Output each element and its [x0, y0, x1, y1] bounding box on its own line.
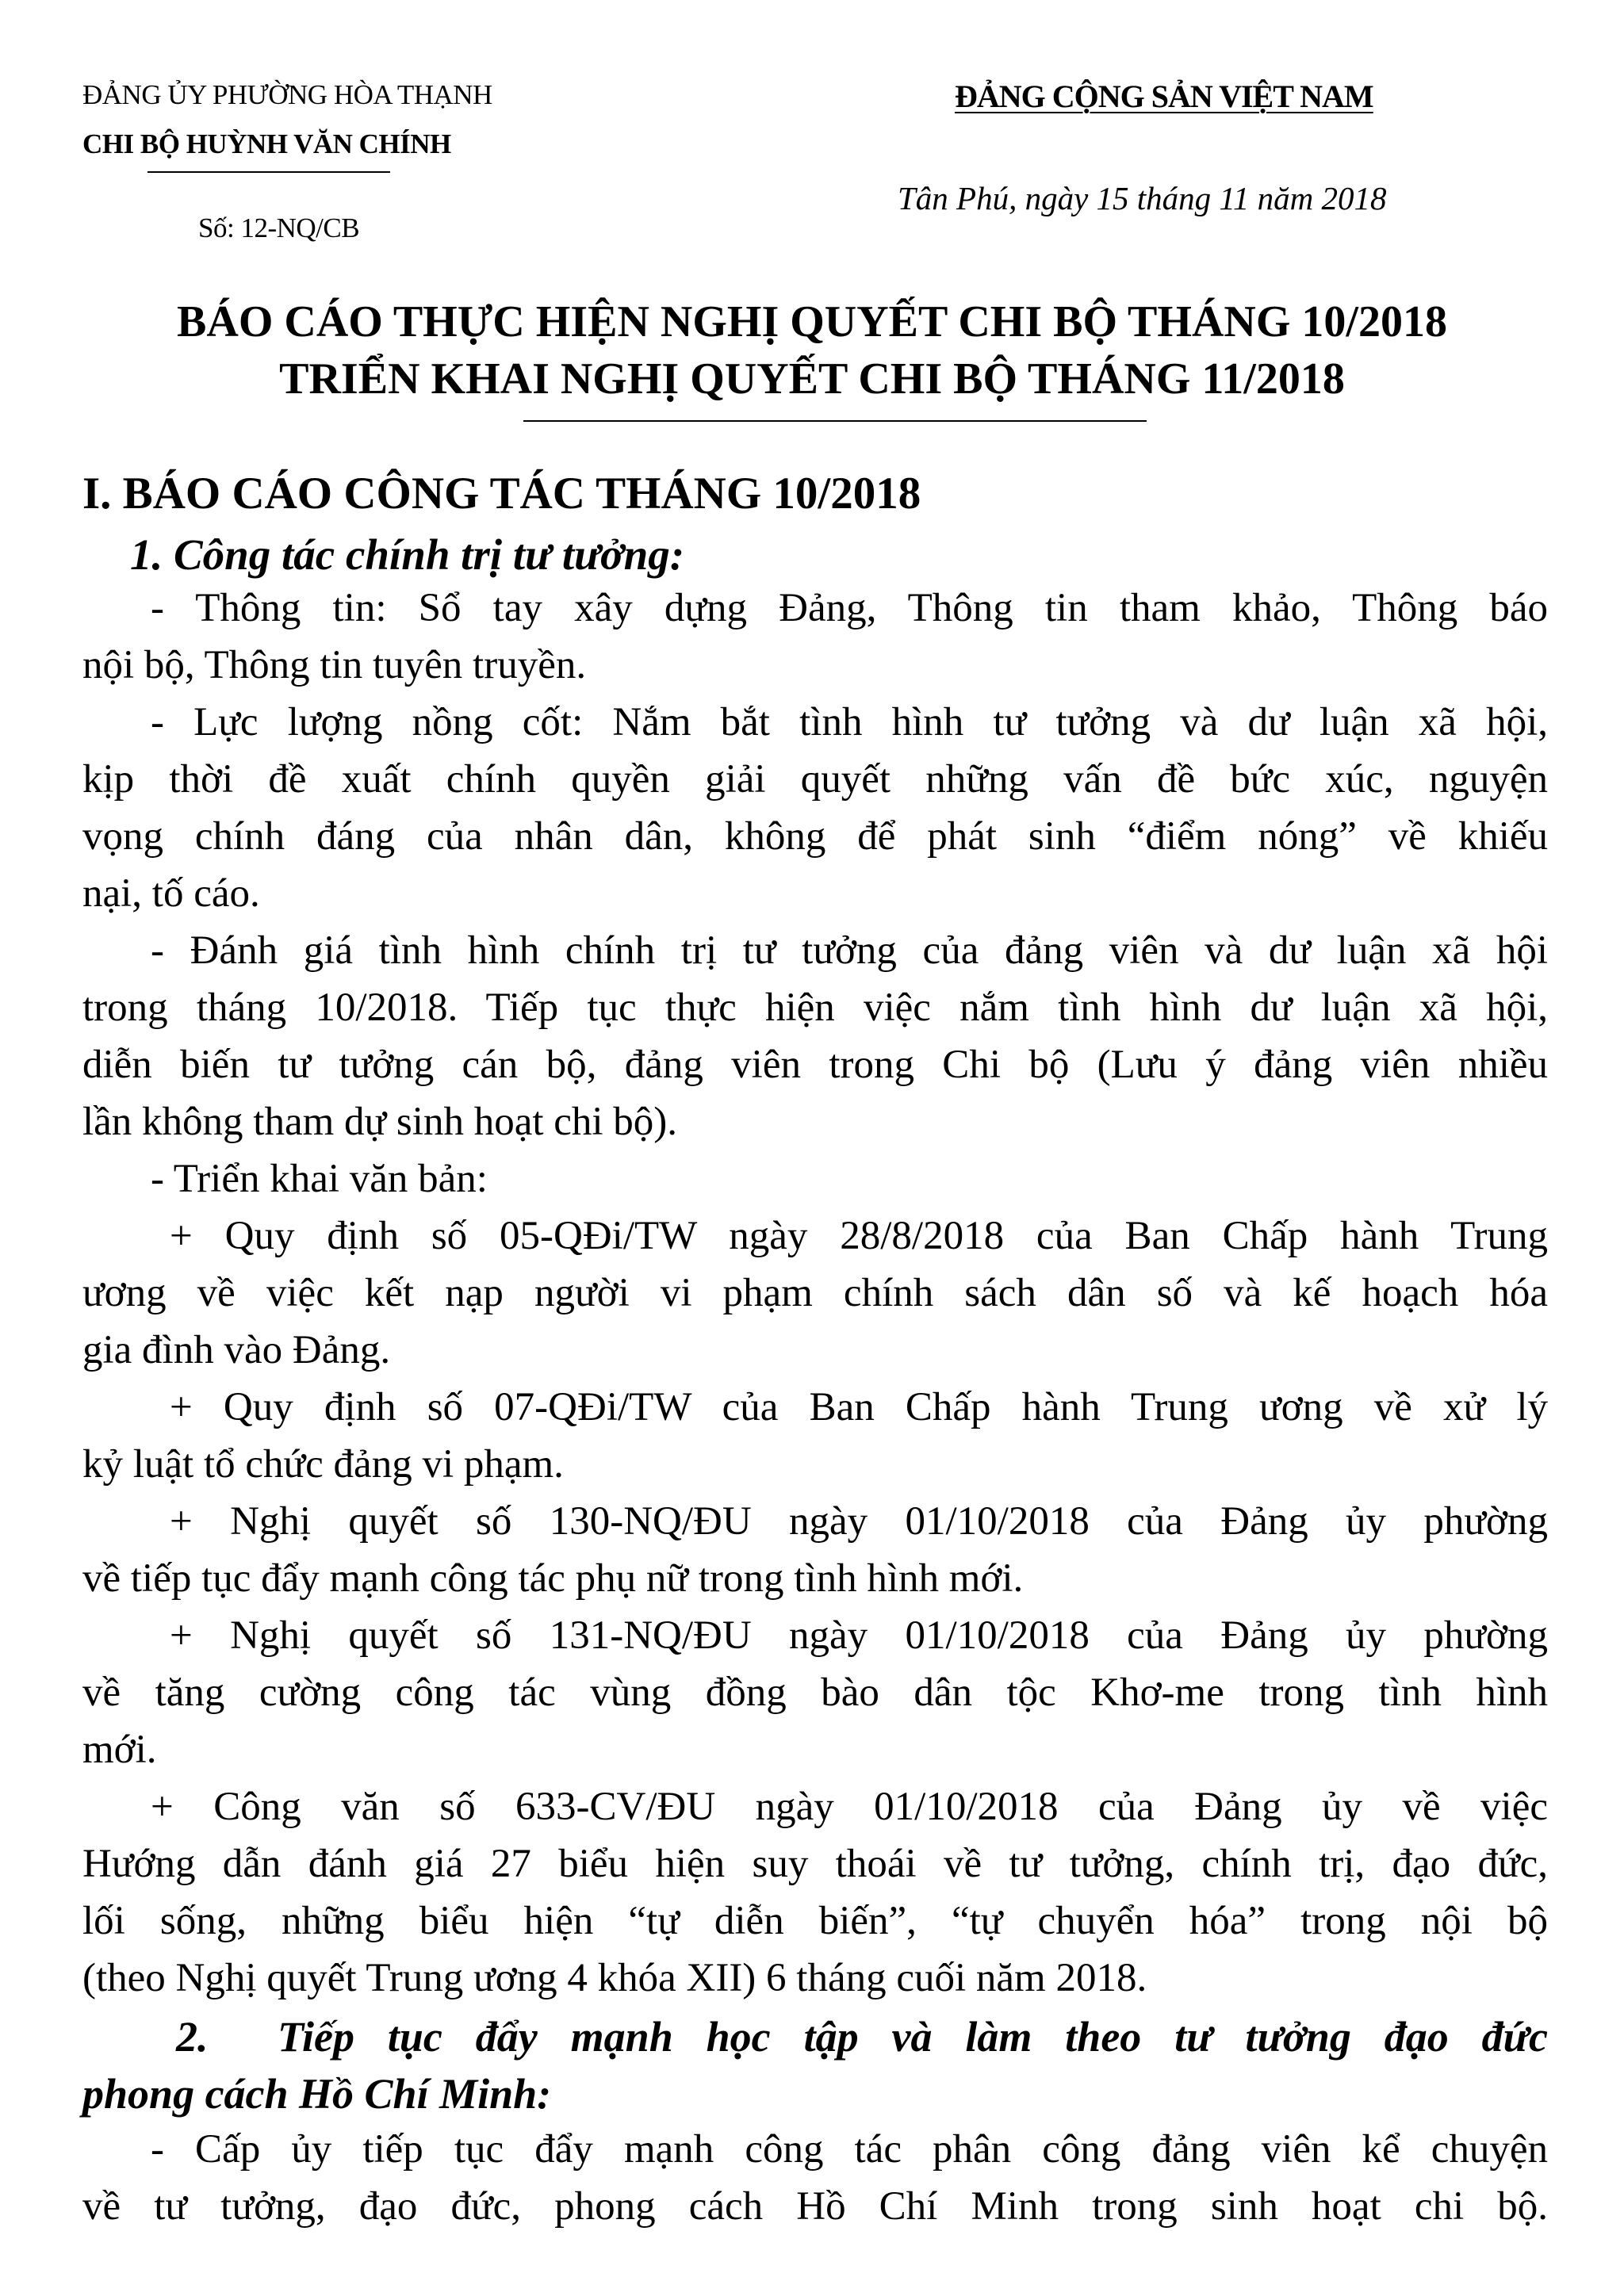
report-title-line-2: TRIỂN KHAI NGHỊ QUYẾT CHI BỘ THÁNG 11/2018 [279, 354, 1345, 404]
paragraph-line: + Quy định số 07-QĐi/TW của Ban Chấp hành Trung ương về xử lý [170, 1385, 1548, 1429]
subsection-2-heading-line-1: Tiếp tục đẩy mạnh học tập và làm theo tư tưởng đạo đức [278, 2013, 1548, 2061]
paragraph-line: mới. [82, 1728, 157, 1772]
paragraph-line: - Thông tin: Sổ tay xây dựng Đảng, Thông tin tham khảo, Thông báo [151, 586, 1548, 630]
party-committee-name: ĐẢNG ỦY PHƯỜNG HÒA THẠNH [82, 79, 492, 110]
paragraph-line: + Nghị quyết số 131-NQ/ĐU ngày 01/10/2018 của Đảng ủy phường [170, 1613, 1548, 1658]
paragraph-line: - Lực lượng nồng cốt: Nắm bắt tình hình tư tưởng và dư luận xã hội, [151, 700, 1548, 744]
paragraph-line: - Triển khai văn bản: [151, 1157, 488, 1201]
paragraph-line: - Đánh giá tình hình chính trị tư tưởng của đảng viên và dư luận xã hội [151, 928, 1548, 973]
paragraph-line: lần không tham dự sinh hoạt chi bộ). [82, 1100, 678, 1144]
paragraph-line: lối sống, những biểu hiện “tự diễn biến”, “tự chuyển hóa” trong nội bộ [82, 1899, 1548, 1943]
paragraph-line: trong tháng 10/2018. Tiếp tục thực hiện việc nắm tình hình dư luận xã hội, [82, 985, 1548, 1030]
paragraph-line: về tiếp tục đẩy mạnh công tác phụ nữ trong tình hình mới. [82, 1556, 1024, 1601]
paragraph-line: nại, tố cáo. [82, 871, 260, 916]
paragraph-line: + Công văn số 633-CV/ĐU ngày 01/10/2018 của Đảng ủy về việc [151, 1785, 1548, 1829]
paragraph-line: ương về việc kết nạp người vi phạm chính sách dân số và kế hoạch hóa [82, 1271, 1548, 1315]
paragraph-line: về tư tưởng, đạo đức, phong cách Hồ Chí Minh trong sinh hoạt chi bộ. [82, 2184, 1548, 2229]
document-number: Số: 12-NQ/CB [198, 212, 360, 243]
paragraph-line: - Cấp ủy tiếp tục đẩy mạnh công tác phân công đảng viên kể chuyện [151, 2127, 1548, 2172]
paragraph-line: nội bộ, Thông tin tuyên truyền. [82, 643, 587, 687]
paragraph-line: vọng chính đáng của nhân dân, không để phát sinh “điểm nóng” về khiếu [82, 814, 1548, 859]
section-heading: I. BÁO CÁO CÔNG TÁC THÁNG 10/2018 [82, 469, 921, 519]
place-and-date: Tân Phú, ngày 15 tháng 11 năm 2018 [898, 180, 1387, 216]
party-name: ĐẢNG CỘNG SẢN VIỆT NAM [955, 78, 1373, 114]
party-cell-underline [147, 171, 390, 173]
party-cell-name: CHI BỘ HUỲNH VĂN CHÍNH [82, 128, 451, 159]
paragraph-line: Hướng dẫn đánh giá 27 biểu hiện suy thoái về tư tưởng, chính trị, đạo đức, [82, 1842, 1548, 1886]
subsection-1-heading: 1. Công tác chính trị tư tưởng: [130, 530, 685, 579]
report-title-line-1: BÁO CÁO THỰC HIỆN NGHỊ QUYẾT CHI BỘ THÁNG 10/2018 [177, 297, 1447, 346]
paragraph-line: gia đình vào Đảng. [82, 1328, 391, 1372]
paragraph-line: kịp thời đề xuất chính quyền giải quyết những vấn đề bức xúc, nguyện [82, 757, 1548, 802]
paragraph-line: về tăng cường công tác vùng đồng bào dân tộc Khơ-me trong tình hình [82, 1670, 1548, 1715]
paragraph-line: + Quy định số 05-QĐi/TW ngày 28/8/2018 của Ban Chấp hành Trung [170, 1214, 1548, 1258]
paragraph-line: diễn biến tư tưởng cán bộ, đảng viên trong Chi bộ (Lưu ý đảng viên nhiều [82, 1043, 1548, 1087]
paragraph-line: (theo Nghị quyết Trung ương 4 khóa XII) 6 tháng cuối năm 2018. [82, 1956, 1147, 2000]
subsection-2-heading-line-2: phong cách Hồ Chí Minh: [82, 2070, 552, 2118]
subsection-2-number: 2. [176, 2013, 209, 2061]
paragraph-line: + Nghị quyết số 130-NQ/ĐU ngày 01/10/2018 của Đảng ủy phường [170, 1499, 1548, 1544]
title-underline [523, 420, 1147, 422]
paragraph-line: kỷ luật tổ chức đảng vi phạm. [82, 1442, 564, 1487]
